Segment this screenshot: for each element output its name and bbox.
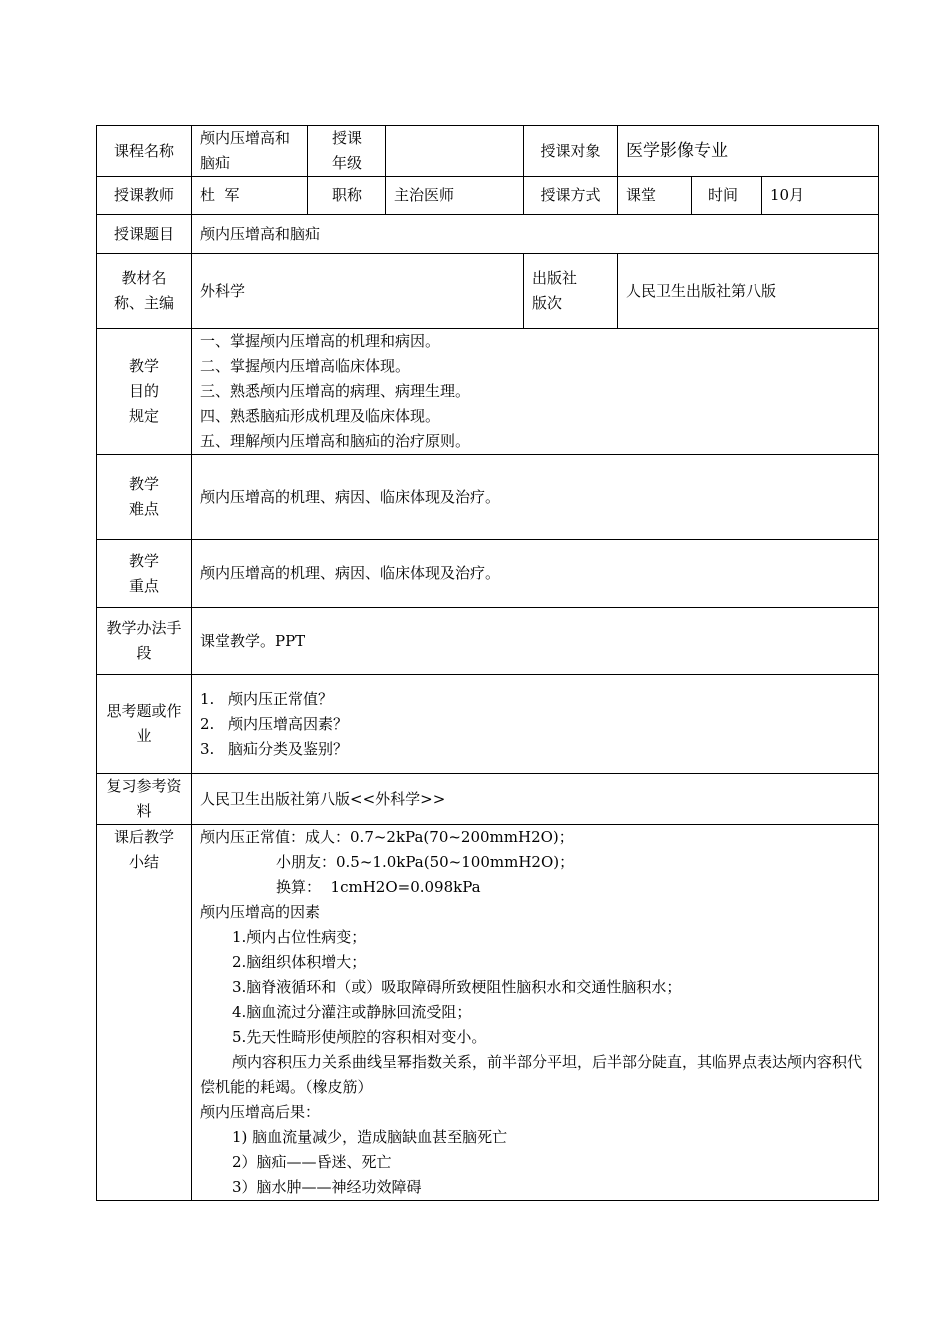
normal-adult: 颅内压正常值：成人：0.7~2kPa(70~200mmH2O)； (200, 828, 574, 846)
lesson-plan-table (96, 125, 879, 1201)
row-textbook (97, 254, 879, 329)
focus-label: 教学重点 (97, 540, 192, 608)
homework-num: 1. (200, 689, 215, 708)
goal-item: 三、熟悉颅内压增高的病理、病理生理。 (200, 382, 471, 400)
homework-num: 2. (200, 714, 215, 733)
factor-item: 2.脑组织体积增大； (232, 953, 367, 971)
method-value: 课堂教学。PPT (192, 608, 879, 675)
goal-item: 二、掌握颅内压增高临床体现。 (200, 357, 411, 375)
lesson-plan-table-container (96, 125, 878, 1201)
textbook-value: 外科学 (192, 254, 524, 329)
goals-label: 教学目的规定 (97, 329, 192, 455)
homework-text: 脑疝分类及鉴别？ (228, 739, 349, 758)
mode-value: 课堂 (618, 177, 692, 215)
course-label: 课程名称 (97, 126, 192, 177)
consequence-item: 2）脑疝——昏迷、死亡 (232, 1153, 392, 1171)
mode-label: 授课方式 (524, 177, 618, 215)
grade-value (386, 126, 524, 177)
factor-item: 5.先天性畸形使颅腔的容积相对变小。 (232, 1028, 487, 1046)
title-value: 主治医师 (386, 177, 524, 215)
row-difficulty (97, 455, 879, 540)
time-label: 时间 (692, 177, 762, 215)
teacher-value: 杜 军 (192, 177, 308, 215)
normal-convert: 换算： 1cmH2O=0.098kPa (276, 878, 481, 896)
normal-child: 小朋友：0.5~1.0kPa(50~100mmH2O)； (276, 853, 575, 871)
homework-text: 颅内压正常值？ (228, 689, 334, 708)
consequence-title: 颅内压增高后果： (200, 1103, 321, 1121)
row-topic (97, 215, 879, 254)
publisher-value: 人民卫生出版社第八版 (618, 254, 879, 329)
homework-item (200, 687, 870, 712)
topic-value: 颅内压增高和脑疝 (192, 215, 879, 254)
homework-label: 思考题或作业 (97, 675, 192, 774)
difficulty-value: 颅内压增高的机理、病因、临床体现及治疗。 (192, 455, 879, 540)
goal-item: 五、理解颅内压增高和脑疝的治疗原则。 (200, 432, 471, 450)
row-review (97, 774, 879, 825)
focus-value: 颅内压增高的机理、病因、临床体现及治疗。 (192, 540, 879, 608)
review-label: 复习参考资料 (97, 774, 192, 825)
goals-list (192, 329, 879, 455)
review-value: 人民卫生出版社第八版<<外科学>> (192, 774, 879, 825)
summary-label: 课后教学小结 (97, 825, 192, 1201)
homework-list (192, 675, 879, 774)
topic-label: 授课题目 (97, 215, 192, 254)
consequence-item: 1) 脑血流量减少，造成脑缺血甚至脑死亡 (232, 1128, 508, 1146)
row-course (97, 126, 879, 177)
factor-item: 3.脑脊液循环和（或）吸取障碍所致梗阻性脑积水和交通性脑积水； (232, 978, 682, 996)
curve-paragraph: 颅内容积压力关系曲线呈幂指数关系，前半部分平坦，后半部分陡直，其临界点表达颅内容积代偿机能的耗竭。（橡皮筋） (200, 1053, 863, 1096)
summary-content (192, 825, 879, 1201)
method-label: 教学办法手段 (97, 608, 192, 675)
course-value: 颅内压增高和脑疝 (192, 126, 308, 177)
row-method (97, 608, 879, 675)
target-label: 授课对象 (524, 126, 618, 177)
row-goals (97, 329, 879, 455)
row-homework (97, 675, 879, 774)
teacher-label: 授课教师 (97, 177, 192, 215)
consequence-item: 3）脑水肿——神经功效障碍 (232, 1178, 422, 1196)
homework-item (200, 737, 870, 762)
homework-item (200, 712, 870, 737)
textbook-label: 教材名称、主编 (97, 254, 192, 329)
grade-label: 授课年级 (308, 126, 386, 177)
title-label: 职称 (308, 177, 386, 215)
row-teacher (97, 177, 879, 215)
difficulty-label: 教学难点 (97, 455, 192, 540)
factors-title: 颅内压增高的因素 (200, 903, 321, 921)
homework-num: 3. (200, 739, 215, 758)
row-focus (97, 540, 879, 608)
publisher-label: 出版社版次 (524, 254, 618, 329)
target-value: 医学影像专业 (618, 126, 879, 177)
factor-item: 4.脑血流过分灌注或静脉回流受阻； (232, 1003, 472, 1021)
goal-item: 一、掌握颅内压增高的机理和病因。 (200, 332, 441, 350)
row-summary (97, 825, 879, 1201)
homework-text: 颅内压增高因素？ (228, 714, 349, 733)
time-value: 10月 (762, 177, 879, 215)
factor-item: 1.颅内占位性病变； (232, 928, 367, 946)
goal-item: 四、熟悉脑疝形成机理及临床体现。 (200, 407, 441, 425)
